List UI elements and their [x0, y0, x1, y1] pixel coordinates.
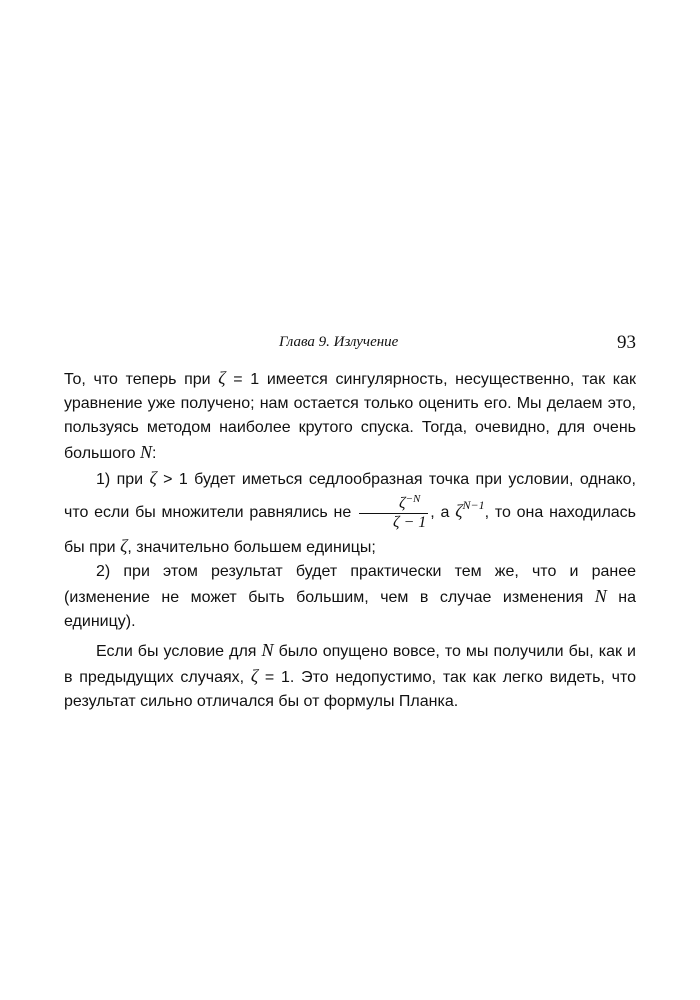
math-zeta: ζ: [250, 666, 259, 686]
text-run: было опущено вовсе, то мы получили бы, как и в предыдущих случаях,: [64, 643, 636, 686]
paragraph-2: [64, 466, 636, 560]
fraction-numerator-exponent: −N: [405, 493, 421, 505]
math-zeta: ζ: [218, 368, 226, 388]
math-zeta: ζ: [455, 501, 463, 522]
math-n: N: [594, 586, 607, 606]
fraction-denominator: ζ − 1: [393, 514, 427, 531]
math-n: N: [261, 640, 274, 660]
text-run: 2) при этом результат будет практически тем же, что и ранее (изменение не может быть большим, чем в случае изменения: [64, 563, 636, 606]
fraction: [359, 490, 428, 532]
fraction-numerator: [359, 490, 428, 514]
text-run: на единицу).: [64, 589, 636, 630]
text-run: 1) при: [96, 471, 150, 488]
text-run: > 1 будет иметься седлообразная точка при условии, однако, что если бы множители равнялись не: [64, 471, 636, 522]
text-run: = 1 имеется сингулярность, несущественно, так как уравнение уже получено; нам остается только оценить его. Мы делаем это, пользуясь методом наиболее крутого спуска. Тогда, очевидно, для очень большого: [64, 371, 637, 462]
text-run: Если бы условие для: [96, 643, 262, 660]
page-number: 93: [617, 332, 636, 353]
text-run: , значительно большем единицы;: [127, 539, 376, 556]
text-run: :: [151, 445, 157, 462]
math-zeta: ζ: [149, 468, 157, 488]
paragraph-4: [64, 638, 636, 714]
text-run: , то она находилась бы при: [64, 504, 637, 556]
text-run: = 1. Это недопустимо, так как легко видеть, что результат сильно отличался бы от формулы Планка.: [64, 669, 636, 710]
fraction-numerator-base: ζ: [399, 495, 406, 512]
paragraph-3: [64, 560, 636, 634]
paragraph-1: [64, 366, 636, 466]
text-run: То, что теперь при: [64, 371, 219, 388]
math-zeta: ζ: [120, 536, 128, 556]
math-exponent: N−1: [462, 498, 485, 513]
text-run: , а: [430, 504, 456, 522]
math-n: N: [139, 442, 152, 462]
body-text: [64, 366, 636, 714]
page-header: [64, 332, 636, 356]
running-title: Глава 9. Излучение: [279, 334, 399, 350]
